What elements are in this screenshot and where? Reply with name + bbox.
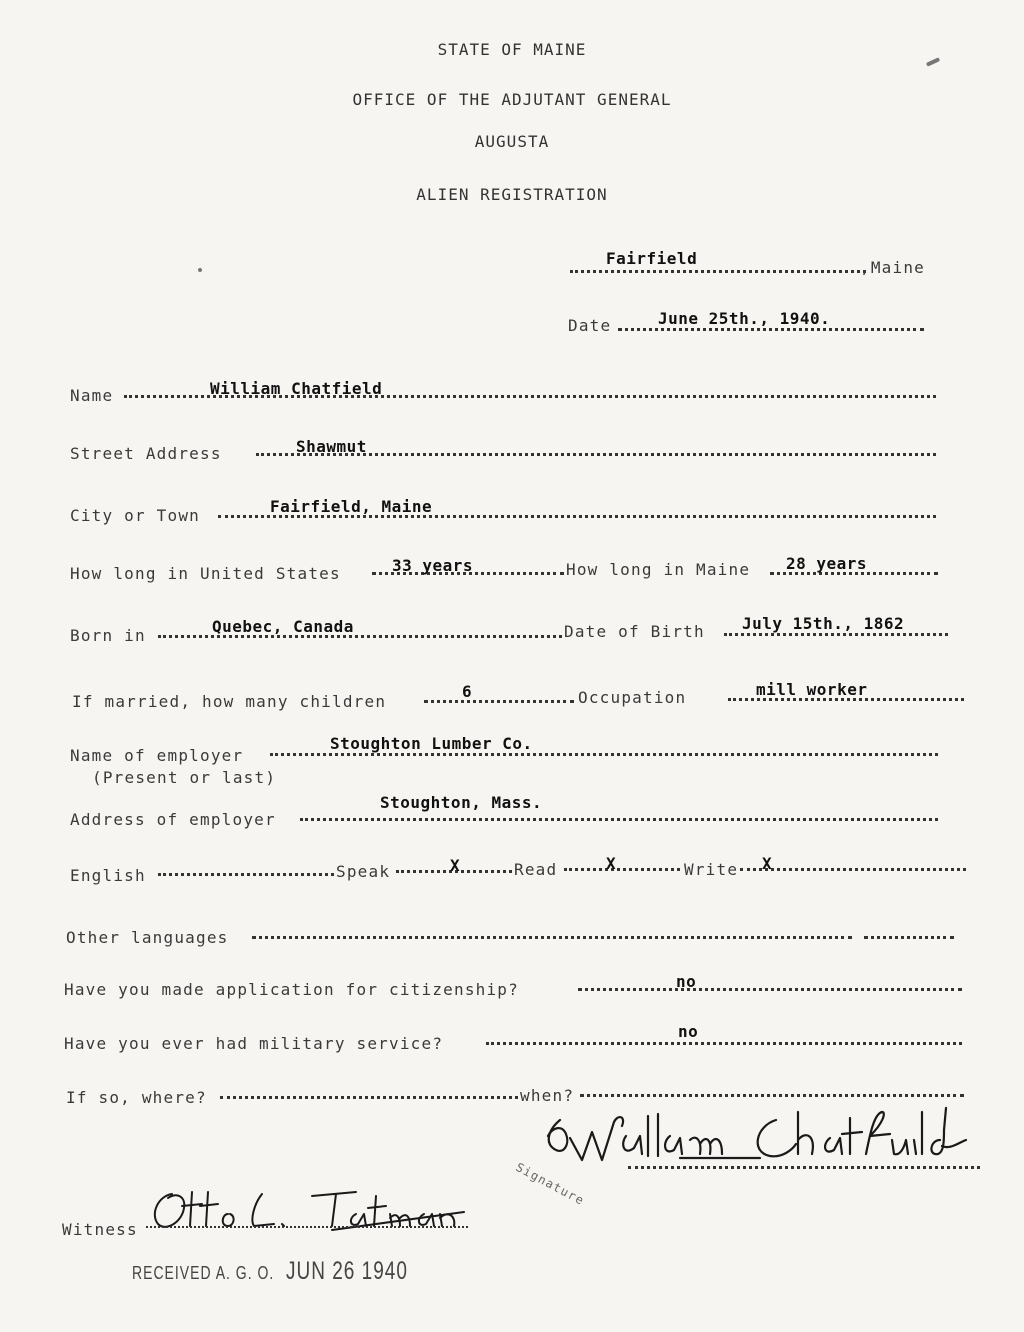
header-state: STATE OF MAINE <box>437 40 587 59</box>
speak-label: Speak <box>336 862 391 881</box>
occupation-label: Occupation <box>578 688 687 707</box>
signature-label: Signature <box>513 1160 587 1208</box>
date-value: June 25th., 1940. <box>658 309 831 328</box>
employer-address-dots <box>300 818 938 821</box>
english-dots <box>158 873 334 876</box>
place-value: Fairfield <box>606 249 698 268</box>
header-city: AUGUSTA <box>474 132 550 151</box>
place-suffix: ,Maine <box>860 258 925 277</box>
city-label: City or Town <box>70 506 200 525</box>
how-long-maine-value: 28 years <box>786 554 868 573</box>
read-value: X <box>606 854 617 873</box>
where-dots <box>220 1096 518 1099</box>
date-label: Date <box>568 316 612 335</box>
born-value: Quebec, Canada <box>212 617 354 636</box>
received-stamp-date: JUN 26 1940 <box>286 1258 408 1286</box>
military-value: no <box>678 1022 699 1041</box>
other-languages-dots <box>252 936 852 939</box>
speak-value: X <box>450 856 461 875</box>
employer-label: Name of employer <box>70 746 244 765</box>
employer-address-label: Address of employer <box>70 810 276 829</box>
ink-mark <box>197 267 202 272</box>
date-dots <box>618 328 924 331</box>
born-label: Born in <box>70 626 146 645</box>
street-label: Street Address <box>70 444 222 463</box>
witness-dots <box>146 1226 468 1228</box>
citizenship-value: no <box>676 972 697 991</box>
dob-label: Date of Birth <box>564 622 705 641</box>
citizenship-label: Have you made application for citizenship? <box>64 980 519 999</box>
military-label: Have you ever had military service? <box>64 1034 444 1053</box>
military-dots <box>486 1042 962 1045</box>
write-value: X <box>762 854 773 873</box>
children-value: 6 <box>462 682 473 701</box>
other-languages-dots-2 <box>864 936 954 939</box>
name-value: William Chatfield <box>210 379 383 398</box>
when-label: when? <box>520 1086 575 1105</box>
citizenship-dots <box>578 988 962 991</box>
employer-address-value: Stoughton, Mass. <box>380 793 543 812</box>
employer-dots <box>270 753 938 756</box>
other-languages-label: Other languages <box>66 928 229 947</box>
write-dots <box>740 868 966 871</box>
how-long-us-label: How long in United States <box>70 564 341 583</box>
children-dots <box>424 700 574 703</box>
how-long-us-value: 33 years <box>392 556 474 575</box>
children-label: If married, how many children <box>72 692 387 711</box>
header-office: OFFICE OF THE ADJUTANT GENERAL <box>352 90 672 109</box>
occupation-value: mill worker <box>756 680 868 699</box>
header-title: ALIEN REGISTRATION <box>416 185 608 204</box>
write-label: Write <box>684 860 739 879</box>
dob-dots <box>724 633 948 636</box>
when-dots <box>580 1094 964 1097</box>
read-dots <box>564 868 680 871</box>
received-stamp-text: RECEIVED A. G. O. <box>132 1261 275 1283</box>
witness-signature-image <box>142 1184 474 1240</box>
city-value: Fairfield, Maine <box>270 497 433 516</box>
employer-note: (Present or last) <box>92 768 277 787</box>
street-value: Shawmut <box>296 437 367 456</box>
name-label: Name <box>70 386 114 405</box>
place-dots <box>570 270 866 273</box>
english-label: English <box>70 866 146 885</box>
witness-label: Witness <box>62 1220 138 1239</box>
read-label: Read <box>514 860 558 879</box>
received-stamp <box>132 1258 408 1287</box>
employer-value: Stoughton Lumber Co. <box>330 734 533 753</box>
where-label: If so, where? <box>66 1088 207 1107</box>
signature-image <box>530 1100 970 1180</box>
dob-value: July 15th., 1862 <box>742 614 905 633</box>
how-long-maine-label: How long in Maine <box>566 560 751 579</box>
